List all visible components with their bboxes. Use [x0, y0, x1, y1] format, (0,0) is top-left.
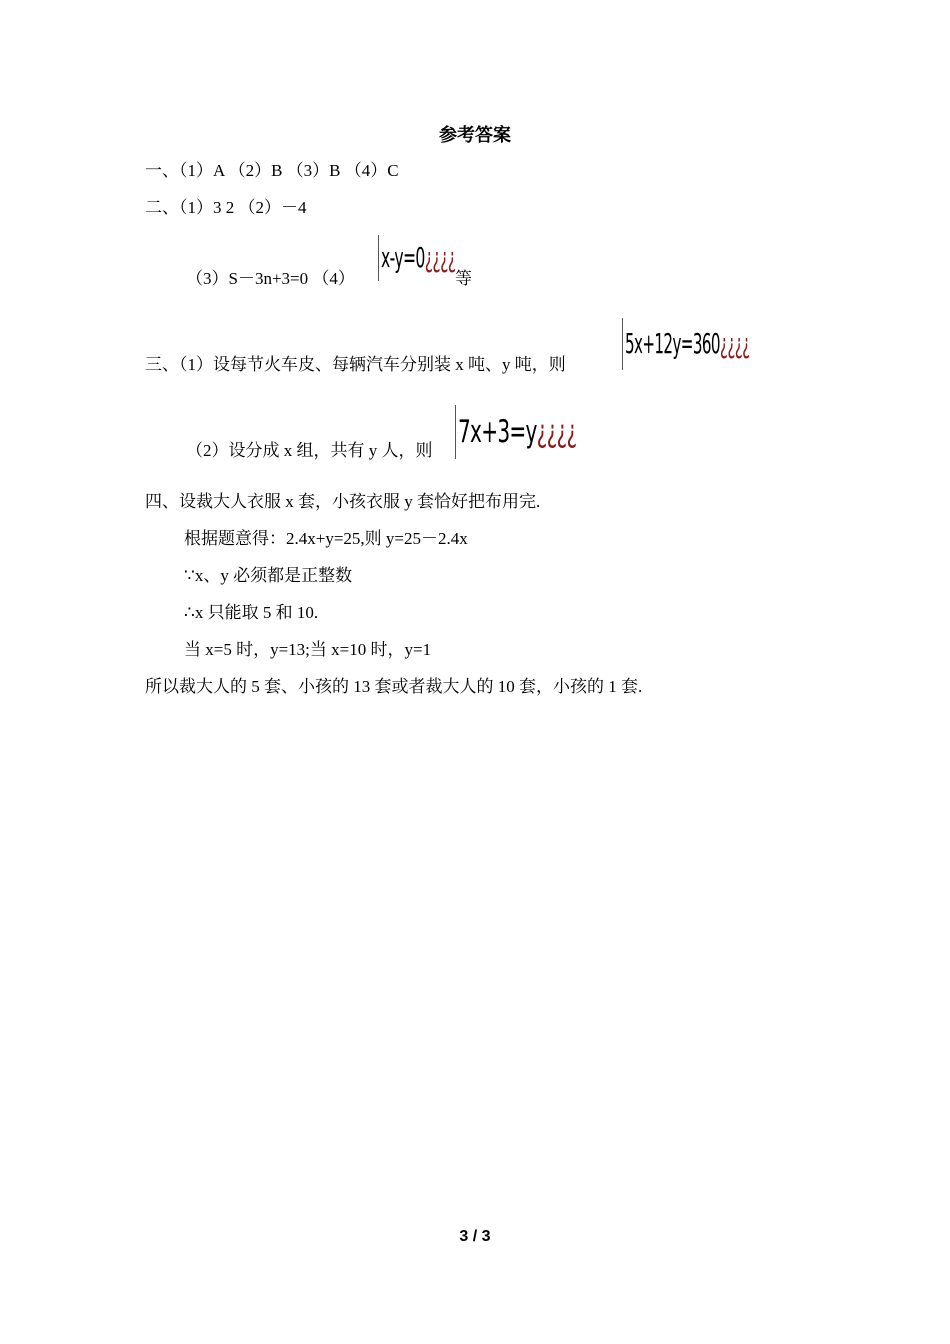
- equation-7x-3: [455, 405, 622, 459]
- equation-brace: [622, 318, 623, 370]
- answer-section-4-line-3: ∵x、y 必须都是正整数: [184, 566, 353, 585]
- answer-section-3-q2: （2）设分成 x 组，共有 y 人，则: [186, 441, 433, 460]
- answer-section-3-q1: 三、（1）设每节火车皮、每辆汽车分别装 x 吨、y 吨，则: [145, 355, 566, 374]
- equation-x-y-tail: ¿¿¿¿: [424, 241, 456, 274]
- equation-7x-3-text: 7x+3=y: [458, 414, 537, 450]
- equation-brace: [455, 405, 456, 459]
- answer-section-2-line-2: [186, 268, 355, 290]
- equation-5x-12y-tail: ¿¿¿¿: [719, 327, 750, 360]
- page-title: 参考答案: [439, 125, 511, 145]
- answer-section-2-suffix: 等: [455, 269, 472, 288]
- equation-x-y-text: x-y=0: [381, 241, 425, 274]
- page-number: 3 / 3: [459, 1228, 491, 1245]
- answer-section-2-line-1: 二、（1）3 2 （2）－4: [145, 198, 307, 217]
- answer-section-4-line-2: 根据题意得：2.4x+y=25,则 y=25－2.4x: [184, 529, 468, 548]
- answer-section-4-conclusion: 所以裁大人的 5 套、小孩的 13 套或者裁大人的 10 套，小孩的 1 套.: [145, 677, 643, 696]
- equation-brace: [378, 235, 379, 281]
- equation-5x-12y: [622, 318, 833, 370]
- answer-section-4-line-1: 四、设裁大人衣服 x 套，小孩衣服 y 套恰好把布用完.: [145, 492, 541, 511]
- equation-x-y: [378, 235, 501, 281]
- answer-section-4-line-5: 当 x=5 时，y=13;当 x=10 时，y=1: [184, 640, 432, 659]
- equation-7x-3-tail: ¿¿¿¿: [536, 414, 577, 450]
- answer-section-1: 一、（1）A （2）B （3）B （4）C: [145, 161, 399, 180]
- equation-5x-12y-text: 5x+12y=360: [625, 327, 720, 360]
- answer-section-2-line-2-prefix: （3）S－3n+3=0 （4）: [186, 269, 355, 288]
- answer-section-4-line-4: ∴x 只能取 5 和 10.: [184, 603, 319, 622]
